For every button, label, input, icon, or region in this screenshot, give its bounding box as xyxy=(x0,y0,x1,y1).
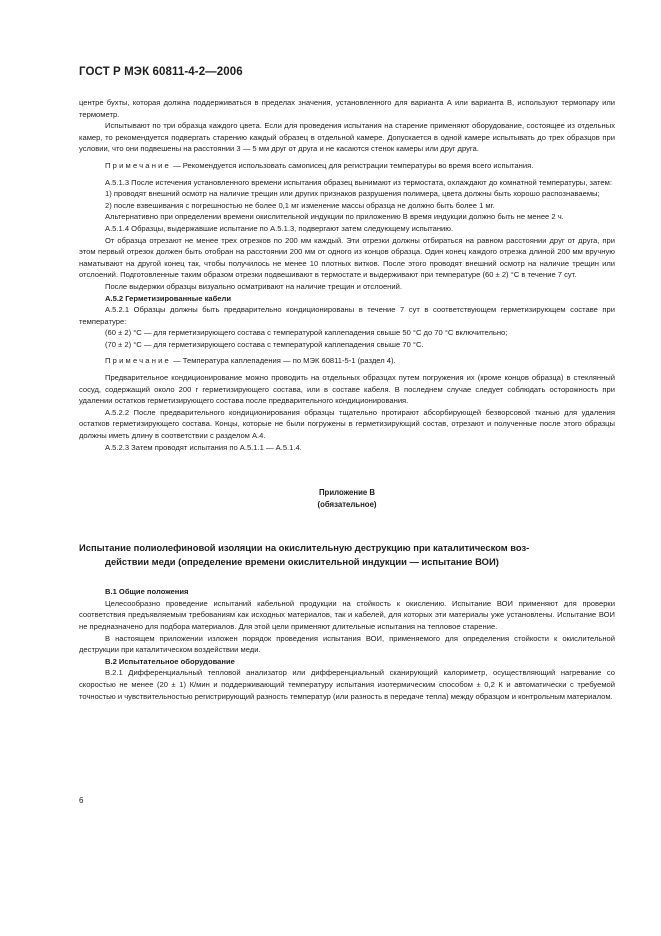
paragraph: А.5.2.1 Образцы должны быть предварительно кондиционированы в течение 7 сут в соответствующем герметизирующем составе при температуре: xyxy=(79,305,615,326)
list-item: (60 ± 2) °С — для герметизирующего состава с температурой каплепадения свыше 50 °С до 70 °С включительно; xyxy=(105,328,508,338)
paragraph: А.5.2.3 Затем проводят испытания по А.5.1.1 — А.5.1.4. xyxy=(105,442,302,452)
section-heading: А.5.2 Герметизированные кабели xyxy=(105,293,232,303)
paragraph: Целесообразно проведение испытаний кабельной продукции на стойкость к окислению. Испытание ВОИ применяют для проверки соответствия предъявляемым требованиям как исходных материалов, так и кабелей, для которых эти материалы уже установлены. Испытание ВОИ не предназначено для подбора материалов. Для этой цели применяют длительные испытания на тепловое старение. xyxy=(79,598,615,631)
note xyxy=(79,355,615,367)
paragraph: Альтернативно при определении времени окислительной индукции по приложению В время индукции должно быть не менее 2 ч. xyxy=(105,212,564,222)
paragraph: От образца отрезают не менее трех отрезков по 200 мм каждый. Эти отрезки должны отбираться на равном расстоянии друг от друга, при этом первый отрезок должен быть отобран на расстоянии 200 мм от одного из концов образца. Один конец каждого отрезка длиной 200 мм вручную наматывают на другой конец так, чтобы получилось не менее 10 плотных витков. После этого проводят внешний осмотр на наличие трещин или отслоений. Подготовленные таким образом отрезки подвешивают в термостате и выдерживают при температуре (60 ± 2) °С в течение 7 сут. xyxy=(79,235,615,280)
paragraph: После выдержки образцы визуально осматривают на наличие трещин и отслоений. xyxy=(105,281,402,291)
paragraph: А.5.2.2 После предварительного кондиционирования образцы тщательно протирают абсорбирующей безворсовой тканью для удаления остатков герметизирующего состава. Концы, которые не были погружены в герметизирующий состав, отрезают и полученные после этого образцы должны иметь длину в соответствии с разделом А.4. xyxy=(79,407,615,441)
section-heading: В.1 Общие положения xyxy=(105,587,189,597)
annex-heading-line1: Испытание полиолефиновой изоляции на окислительную деструкцию при каталитическом воз- xyxy=(79,542,530,554)
note xyxy=(79,160,615,172)
paragraph: центре бухты, которая должна поддерживаться в пределах значения, установленного для варианта А или варианта В, используют термопару или термометр. xyxy=(79,98,615,119)
paragraph: В настоящем приложении изложен порядок проведения испытания ВОИ, применяемого для определения стойкости к окислительной деструкции при каталитическом воздействии меди. xyxy=(79,633,615,655)
document-code-header: ГОСТ Р МЭК 60811-4-2—2006 xyxy=(79,66,243,78)
paragraph: Предварительное кондиционирование можно проводить на отдельных образцах путем погружения их (кроме концов образца) в стеклянный сосуд, содержащий около 200 г герметизирующего состава, или в составе кабеля. В последнем случае следует соблюдать осторожность при удалении остатков герметизирующего состава после предварительного кондиционирования. xyxy=(79,373,615,406)
list-item: (70 ± 2) °С — для герметизирующего состава с температурой каплепадения свыше 70 °С. xyxy=(105,339,424,349)
list-item: 2) после взвешивания с погрешностью не более 0,1 мг изменение массы образца не должно быть более 1 мг. xyxy=(105,200,495,210)
note-text: — Температура каплепадения — по МЭК 60811-5-1 (раздел 4). xyxy=(173,356,396,366)
paragraph: Испытывают по три образца каждого цвета. Если для проведения испытания на старение применяют оборудование, состоящее из отдельных камер, то рекомендуется подвергать старению каждый образец в отдельной камере. Допускается в одной камере испытывать до трех образцов при условии, что они подвешены на расстоянии 3 — 5 мм друг от друга и не касаются стенок камеры или друг друга. xyxy=(79,121,615,154)
note-label: Примечание xyxy=(105,356,171,366)
annex-label xyxy=(79,487,615,511)
paragraph: А.5.1.4 Образцы, выдержавшие испытание по А.5.1.3, подвергают затем следующему испытанию. xyxy=(105,223,454,233)
document-body xyxy=(79,97,615,702)
annex-status: (обязательное) xyxy=(317,500,377,510)
paragraph: В.2.1 Дифференциальный тепловой анализатор или дифференциальный сканирующий калориметр, осуществляющий нагревание со скоростью не менее (20 ± 1) К/мин и поддерживающий температуру испытания изотермическим способом ± 0,2 К и автоматически с требуемой точностью и чувствительностью регистрирующий разность температур (или разность в передаче тепла) между образцом и контрольным материалом. xyxy=(79,668,615,701)
paragraph: А.5.1.3 После истечения установленного времени испытания образец вынимают из термостата, охлаждают до комнатной температуры, затем: xyxy=(105,177,612,187)
annex-title: Приложение В xyxy=(318,488,376,498)
note-text: — Рекомендуется использовать самописец для регистрации температуры во время всего испытания. xyxy=(173,160,534,170)
annex-heading-line2: действии меди (определение времени окислительной индукции — испытание ВОИ) xyxy=(105,555,499,567)
list-item: 1) проводят внешний осмотр на наличие трещин или других признаков разрушения полимера, цвета должны быть хорошо распознаваемы; xyxy=(105,189,600,199)
page-number: 6 xyxy=(79,796,84,805)
note-label: Примечание xyxy=(105,160,171,170)
section-heading: В.2 Испытательное оборудование xyxy=(105,656,235,666)
annex-heading xyxy=(79,541,615,568)
